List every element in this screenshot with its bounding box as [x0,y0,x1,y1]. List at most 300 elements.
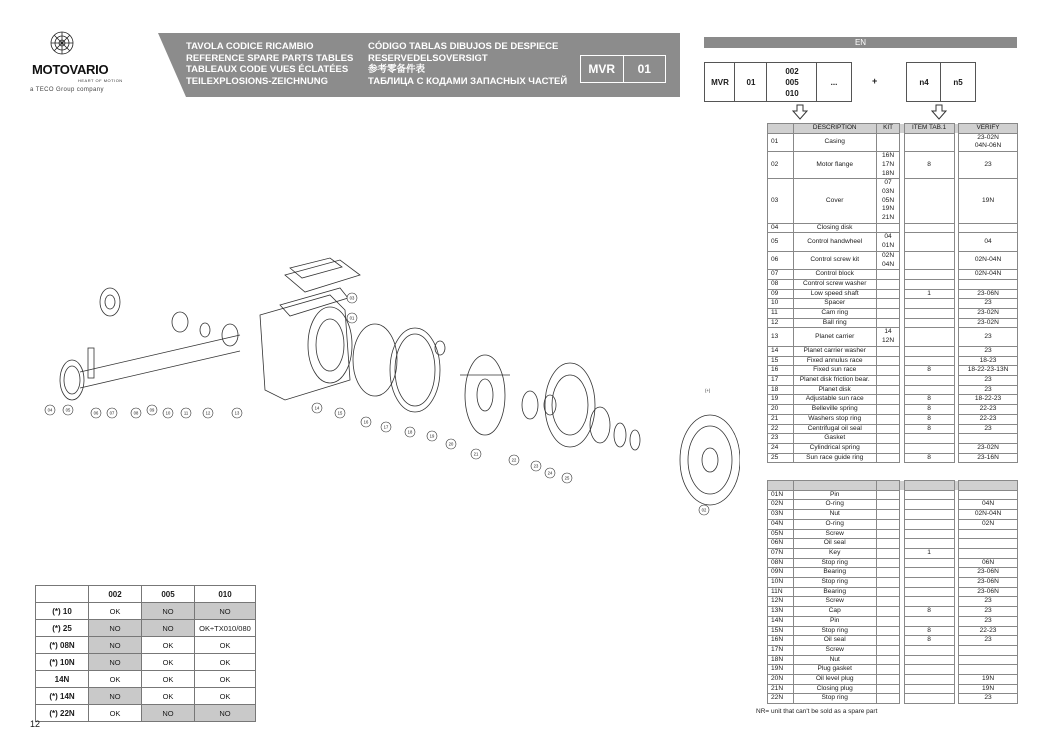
table-row [36,654,256,671]
part-number: 04N [768,519,794,529]
balloon-label: 04 [47,407,53,413]
balloon-label: 07 [109,410,115,416]
part-kit: 07 03N 05N 19N 21N [876,179,899,224]
part-item-tab [904,270,954,280]
balloon-label: 15 [337,410,343,416]
part-verify: 22-23 [959,405,1018,415]
part-item-tab [904,665,954,675]
compat-cell: OK [195,637,256,654]
part-balloon [562,473,572,483]
part-description: Bearing [793,587,876,597]
part-verify [959,223,1018,233]
part-verify: 18-22-23-13N [959,366,1018,376]
part-description: Planet carrier [793,328,876,346]
part-verify: 23 [959,424,1018,434]
part-description: Gasket [793,434,876,444]
part-item-tab [904,179,954,224]
part-verify [959,645,1018,655]
brand-tagline: HEART OF MOTION [78,78,123,83]
part-number: 07N [768,548,794,558]
compat-row-label: (*) 10N [36,654,89,671]
part-description: Oil level plug [793,675,876,685]
part-item-tab [904,434,954,444]
part-verify: 18-22-23 [959,395,1018,405]
balloon-label: 23 [533,463,539,469]
code-n5: n5 [940,62,976,102]
title-line: CÓDIGO TABLAS DIBUJOS DE DESPIECE [368,41,559,52]
part-number: 15 [768,356,794,366]
part-description: Motor flange [793,152,876,179]
part-number: 02 [768,152,794,179]
part-description: Nut [793,655,876,665]
table-row [768,539,1018,549]
balloon-label: 09 [149,407,155,413]
part-balloon [147,405,157,415]
part-description: Planet disk friction bear. [793,375,876,385]
table-row [768,443,1018,453]
balloon-label: 17 [383,424,389,430]
part-item-tab [904,645,954,655]
part-number: 03N [768,510,794,520]
part-number: 13N [768,607,794,617]
part-kit [876,279,899,289]
part-number: 07 [768,270,794,280]
col-description: DESCRIPTION [793,124,876,134]
part-kit [876,318,899,328]
part-verify: 23-02N 04N-06N [959,133,1018,151]
part-description: Screw [793,529,876,539]
part-number: 13 [768,328,794,346]
part-balloon [107,408,117,418]
part-item-tab [904,328,954,346]
part-balloon [232,408,242,418]
part-item-tab [904,385,954,395]
part-balloon [335,408,345,418]
part-item-tab [904,597,954,607]
part-description: Nut [793,510,876,520]
table-row [768,587,1018,597]
part-kit [876,299,899,309]
part-verify: 23 [959,375,1018,385]
part-balloon [347,313,357,323]
balloon-label: 01 [349,315,355,321]
table-row [768,500,1018,510]
compat-row-label: 14N [36,671,89,688]
part-number: 17 [768,375,794,385]
page-number: 12 [30,719,41,729]
part-description: Stop ring [793,694,876,704]
part-balloon [63,405,73,415]
part-kit [876,385,899,395]
part-description: Screw [793,597,876,607]
part-description: Centrifugal oil seal [793,424,876,434]
part-item-tab: 8 [904,424,954,434]
part-description: Stop ring [793,578,876,588]
part-description: Oil seal [793,539,876,549]
part-verify: 23 [959,694,1018,704]
part-verify [959,548,1018,558]
part-number: 16 [768,366,794,376]
table-row [768,424,1018,434]
table-row [768,318,1018,328]
part-number: 09N [768,568,794,578]
table-row [768,395,1018,405]
part-item-tab [904,309,954,319]
part-verify: 19N [959,179,1018,224]
table-row [36,620,256,637]
part-description: Fixed annulus race [793,356,876,366]
part-balloon [446,439,456,449]
balloon-label: 18 [407,429,413,435]
part-description: Washers stop ring [793,414,876,424]
part-description: Stop ring [793,626,876,636]
compat-cell: OK [142,654,195,671]
table-row [768,453,1018,463]
part-number: 11N [768,587,794,597]
table-row [36,705,256,722]
table-row [36,603,256,620]
part-item-tab: 8 [904,152,954,179]
part-verify: 23-06N [959,568,1018,578]
balloon-label: 12 [205,410,211,416]
part-description: Control screw washer [793,279,876,289]
part-verify: 02N [959,519,1018,529]
part-item-tab [904,655,954,665]
part-description: Bearing [793,568,876,578]
part-description: Cover [793,179,876,224]
code-plus: + [872,76,878,86]
table-row [768,233,1018,251]
part-kit: 14 12N [876,328,899,346]
part-verify: 23-02N [959,318,1018,328]
compat-cell: NO [142,705,195,722]
part-verify [959,665,1018,675]
part-description: Pin [793,616,876,626]
title-line: ТАБЛИЦА С КОДАМИ ЗАПАСНЫХ ЧАСТЕЙ [368,75,568,87]
compat-header [36,586,256,603]
col-kit: KIT [876,124,899,134]
part-item-tab [904,443,954,453]
table-row [768,270,1018,280]
table-row [768,133,1018,151]
part-description: Closing disk [793,223,876,233]
table-row [768,655,1018,665]
part-description: Planet disk [793,385,876,395]
part-number: 06 [768,251,794,269]
compat-row-label: (*) 14N [36,688,89,705]
table-row [768,385,1018,395]
part-kit [876,395,899,405]
compat-cell: OK [195,671,256,688]
part-verify: 22-23 [959,626,1018,636]
table-row [768,299,1018,309]
part-item-tab: 8 [904,607,954,617]
arrow-down-icon [791,104,809,120]
title-line: TABLEAUX CODE VUES ÉCLATÉES [186,64,349,75]
table-row [768,152,1018,179]
part-description: Control handwheel [793,233,876,251]
part-verify: 23-16N [959,453,1018,463]
balloon-label: 13 [234,410,240,416]
part-kit [876,133,899,151]
part-kit [876,356,899,366]
table-row [768,179,1018,224]
model-code-box [580,55,666,83]
part-item-tab [904,558,954,568]
part-number: 04 [768,223,794,233]
compat-cell: OK [142,637,195,654]
part-balloon [427,431,437,441]
part-balloon [509,455,519,465]
compat-row-label: (*) 10 [36,603,89,620]
part-item-tab [904,346,954,356]
compat-row-label: (*) 25 [36,620,89,637]
part-item-tab: 8 [904,636,954,646]
table-row [768,289,1018,299]
code-01: 01 [734,62,768,102]
part-kit [876,424,899,434]
header-titles-right [368,41,567,87]
title-line: TAVOLA CODICE RICAMBIO [186,41,314,52]
part-verify: 23-02N [959,309,1018,319]
compat-cell: OK [142,688,195,705]
table-row [768,414,1018,424]
part-verify: 23-06N [959,578,1018,588]
part-item-tab [904,233,954,251]
part-verify: 23 [959,299,1018,309]
part-description: Key [793,548,876,558]
part-item-tab [904,529,954,539]
exploded-view-drawing [30,230,740,530]
part-verify [959,434,1018,444]
table-row [768,597,1018,607]
part-item-tab [904,694,954,704]
code-dots: ... [816,62,852,102]
compat-row-label: (*) 08N [36,637,89,654]
table-row [768,645,1018,655]
table-row [768,626,1018,636]
part-number: 20N [768,675,794,685]
table-row [768,684,1018,694]
part-verify [959,655,1018,665]
part-kit [876,223,899,233]
table-row [768,309,1018,319]
part-kit [876,270,899,280]
part-item-tab: 8 [904,395,954,405]
compat-header-cell: 010 [195,586,256,603]
part-verify: 23 [959,607,1018,617]
part-number: 05 [768,233,794,251]
size-value: 010 [785,88,799,98]
part-number: 16N [768,636,794,646]
balloon-label: 25 [564,475,570,481]
part-verify: 23 [959,346,1018,356]
part-description: Spacer [793,299,876,309]
code-n4: n4 [906,62,942,102]
balloon-label: 20 [448,441,454,447]
part-description: Control screw kit [793,251,876,269]
part-item-tab [904,510,954,520]
part-verify: 23 [959,636,1018,646]
part-item-tab: 8 [904,366,954,376]
part-balloon [531,461,541,471]
part-item-tab: 8 [904,453,954,463]
col-item-tab: ITEM TAB.1 [904,124,954,134]
balloon-label: 05 [65,407,71,413]
part-kit [876,346,899,356]
size-value: 002 [785,66,799,76]
part-item-tab [904,675,954,685]
part-number: 01 [768,133,794,151]
table-row [768,346,1018,356]
part-number: 14 [768,346,794,356]
table-row [768,251,1018,269]
balloon-label: 11 [183,410,189,416]
part-description: Adjustable sun race [793,395,876,405]
brand-name: MOTOVARIO [32,62,109,77]
part-verify: 19N [959,675,1018,685]
part-number: 22 [768,424,794,434]
part-description: Cylindrical spring [793,443,876,453]
part-verify: 18-23 [959,356,1018,366]
part-description: Fixed sun race [793,366,876,376]
part-item-tab [904,578,954,588]
balloon-label: 19 [429,433,435,439]
size-value: 005 [785,77,799,87]
compat-cell: NO [89,637,142,654]
part-balloon [163,408,173,418]
part-item-tab [904,539,954,549]
part-description: Cap [793,607,876,617]
language-band: EN [704,37,1017,48]
part-description: Screw [793,645,876,655]
part-number: 08 [768,279,794,289]
compat-cell: NO [89,688,142,705]
table-row [768,375,1018,385]
part-verify: 04N [959,500,1018,510]
part-item-tab [904,519,954,529]
part-verify: 23-06N [959,289,1018,299]
balloon-label: 08 [133,410,139,416]
compat-header-cell: 005 [142,586,195,603]
part-number: 18 [768,385,794,395]
part-number: 05N [768,529,794,539]
part-verify: 22-23 [959,414,1018,424]
table-row [768,366,1018,376]
table-row [768,223,1018,233]
part-description: Ball ring [793,318,876,328]
arrow-down-icon [930,104,948,120]
brand-group: a TECO Group company [30,87,104,93]
compat-cell: NO [142,620,195,637]
part-kit: 04 01N [876,233,899,251]
compat-cell: NO [89,620,142,637]
part-item-tab [904,318,954,328]
balloon-label: 22 [511,457,517,463]
table-row [36,688,256,705]
table-row [36,671,256,688]
table-row [768,578,1018,588]
parts-table-header [768,124,1018,134]
part-number: 21 [768,414,794,424]
compat-cell: NO [195,705,256,722]
part-item-tab [904,299,954,309]
part-verify [959,539,1018,549]
part-kit [876,443,899,453]
part-verify: 23 [959,328,1018,346]
part-number: 12 [768,318,794,328]
table-row [768,548,1018,558]
part-item-tab: 8 [904,405,954,415]
part-description: Sun race guide ring [793,453,876,463]
part-number: 14N [768,616,794,626]
part-number: 11 [768,309,794,319]
table-row [768,405,1018,415]
part-balloon [91,408,101,418]
title-line: TEILEXPLOSIONS-ZEICHNUNG [186,75,328,87]
part-verify: 02N-04N [959,270,1018,280]
part-verify: 23-02N [959,443,1018,453]
title-line: 参考零备件表 [368,64,426,75]
table-row [768,607,1018,617]
table-row [768,529,1018,539]
part-number: 25 [768,453,794,463]
part-description: Pin [793,490,876,500]
parts-table [767,123,1018,463]
table-row [768,568,1018,578]
part-verify: 23-06N [959,587,1018,597]
part-number: 19 [768,395,794,405]
compat-cell: NO [142,603,195,620]
part-number: 10N [768,578,794,588]
part-kit [876,453,899,463]
part-item-tab [904,356,954,366]
part-item-tab [904,279,954,289]
part-kit [876,366,899,376]
part-kit [876,375,899,385]
part-number: 12N [768,597,794,607]
part-description: Control block [793,270,876,280]
table-row [768,636,1018,646]
part-number: 02N [768,500,794,510]
compat-row-label: (*) 22N [36,705,89,722]
part-description: Planet carrier washer [793,346,876,356]
part-balloon [471,449,481,459]
part-verify [959,529,1018,539]
part-balloon [347,293,357,303]
part-number: 09 [768,289,794,299]
table-row [768,519,1018,529]
part-item-tab: 1 [904,548,954,558]
part-number: 22N [768,694,794,704]
part-description: Closing plug [793,684,876,694]
model-code: 01 [623,56,666,82]
part-item-tab [904,684,954,694]
table-row [768,616,1018,626]
part-balloon [181,408,191,418]
table-row [768,490,1018,500]
compat-cell: OK [195,654,256,671]
part-verify: 23 [959,152,1018,179]
part-balloon [381,422,391,432]
compat-cell: OK [89,671,142,688]
part-balloon [203,408,213,418]
part-description: Casing [793,133,876,151]
part-description: Plug gasket [793,665,876,675]
part-number: 23 [768,434,794,444]
part-item-tab [904,490,954,500]
part-item-tab: 1 [904,289,954,299]
